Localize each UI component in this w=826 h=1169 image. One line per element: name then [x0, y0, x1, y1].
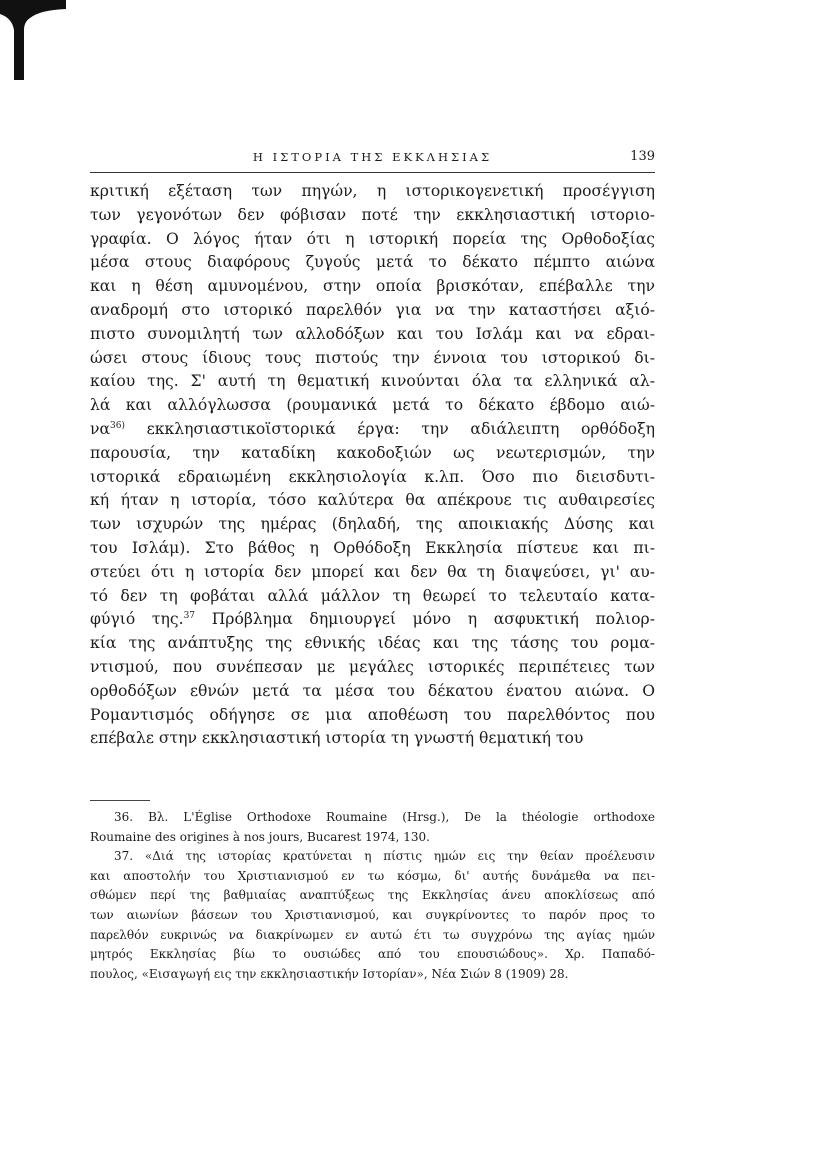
footnotes	[90, 808, 655, 984]
footnote-37-line: 37. «Διά της ιστορίας κρατύνεται η πίστις ημών εις την θείαν προέλευσιν	[114, 849, 655, 864]
text-line: ορθοδόξων εθνών μετά τα μέσα του δέκατου ένατου αιώνα. Ο	[90, 681, 655, 700]
line-rest: εκκλησιαστικοϊστορικά έργα: την αδιάλειπτη ορθόδοξη	[146, 419, 655, 438]
footnote-37-line: και αποστολήν του Χριστιανισμού εν τω κόσμω, δι' αυτής δυνάμεθα να πει-	[90, 868, 655, 883]
text-line: γραφία. Ο λόγος ήταν ότι η ιστορική πορεία της Ορθοδοξίας	[90, 229, 655, 248]
footnote-rule	[90, 800, 150, 801]
line-start: φύγιό της.	[90, 610, 184, 629]
header-rule	[90, 172, 655, 173]
scan-corner-mark	[0, 0, 70, 80]
text-line-with-note-37	[90, 608, 655, 632]
running-header	[90, 148, 655, 170]
text-line: ντισμού, που συνέπεσαν με μεγάλες ιστορικές περιπέτειες των	[90, 657, 655, 676]
text-line: των γεγονότων δεν φόβισαν ποτέ την εκκλησιαστική ιστοριο-	[90, 205, 655, 224]
footnote-37-line: πουλος, «Εισαγωγή εις την εκκλησιαστικήν Ιστορίαν», Νέα Σιών 8 (1909) 28.	[90, 966, 569, 981]
footnote-37-line: μητρός Εκκλησίας βίω το ουσιώδες από του επουσιώδους». Χρ. Παπαδό-	[90, 947, 655, 962]
footnote-ref-36: 36)	[110, 420, 125, 431]
text-line: ώσει στους ίδιους τους πιστούς την έννοια του ιστορικού δι-	[90, 348, 655, 367]
text-line: αναδρομή στο ιστορικό παρελθόν για να την καταστήσει αξιό-	[90, 300, 655, 319]
running-title: Η ΙΣΤΟΡΙΑ ΤΗΣ ΕΚΚΛΗΣΙΑΣ	[252, 150, 493, 164]
text-line: λά και αλλόγλωσσα (ρουμανικά μετά το δέκατο έβδομο αιώ-	[90, 396, 655, 415]
line-prefix: να	[90, 419, 111, 438]
page-number: 139	[630, 149, 655, 164]
text-line: μέσα στους διαφόρους ζυγούς μετά το δέκατο πέμπτο αιώνα	[90, 253, 655, 272]
text-line-with-note-36	[90, 418, 655, 442]
text-line: ιστορικά εδραιωμένη εκκλησιολογία κ.λπ. Όσο πιο διεισδυτι-	[90, 467, 655, 486]
footnote-36-line: 36. Βλ. L'Église Orthodoxe Roumaine (Hrsg.), De la théologie orthodoxe	[114, 810, 655, 824]
text-line: στεύει ότι η ιστορία δεν μπορεί και δεν θα τη διαψεύσει, γι' αυ-	[90, 562, 655, 581]
text-line: καίου της. Σ' αυτή τη θεματική κινούνται όλα τα ελληνικά αλ-	[90, 372, 655, 391]
footnote-37-line: παρελθόν ευκρινώς να διακρίνωμεν εν αυτώ έτι τω συγχρόνω της αγίας ημών	[90, 927, 655, 942]
text-line: παρουσία, την καταδίκη κακοδοξιών ως νεωτερισμών, την	[90, 443, 655, 462]
text-line: κία της ανάπτυξης της εθνικής ιδέας και της τάσης του ρομα-	[90, 634, 655, 653]
footnote-36-line: Roumaine des origines à nos jours, Bucarest 1974, 130.	[90, 829, 430, 844]
text-line: τό δεν τη φοβάται αλλά μάλλον τη θεωρεί το τελευταίο κατα-	[90, 586, 655, 605]
text-line: κριτική εξέταση των πηγών, η ιστορικογενετική προσέγγιση	[90, 182, 655, 200]
text-line: πιστο συνομιλητή των αλλοδόξων και του Ισλάμ και να εδραι-	[90, 324, 655, 343]
text-line: κή ήταν η ιστορία, τόσο καλύτερα θα απέκρουε τις αυθαιρεσίες	[90, 491, 655, 510]
footnote-ref-37: 37	[183, 611, 196, 622]
footnote-37-line: των αιωνίων βάσεων του Χριστιανισμού, και συγκρίνοντες το παρόν προς το	[90, 907, 655, 922]
text-line: των ισχυρών της ημέρας (δηλαδή, της αποικιακής Δύσης και	[90, 515, 655, 534]
text-line: και η θέση αμυνομένου, στην οποία βρισκόταν, επέβαλλε την	[90, 277, 655, 296]
text-line: επέβαλε στην εκκλησιαστική ιστορία τη γνωστή θεματική του	[90, 729, 584, 748]
line-rest: Πρόβλημα δημιουργεί μόνο η ασφυκτική πολιορ-	[211, 610, 655, 629]
text-line: Ρομαντισμός οδήγησε σε μια αποθέωση του παρελθόντος που	[90, 705, 655, 724]
footnote-37-line: σθώμεν περί της βαθμιαίας αναπτύξεως της Εκκλησίας άνευ αποκλίσεως από	[90, 888, 655, 903]
body-text	[90, 180, 655, 751]
text-line: του Ισλάμ). Στο βάθος η Ορθόδοξη Εκκλησία πίστευε και πι-	[90, 538, 655, 557]
